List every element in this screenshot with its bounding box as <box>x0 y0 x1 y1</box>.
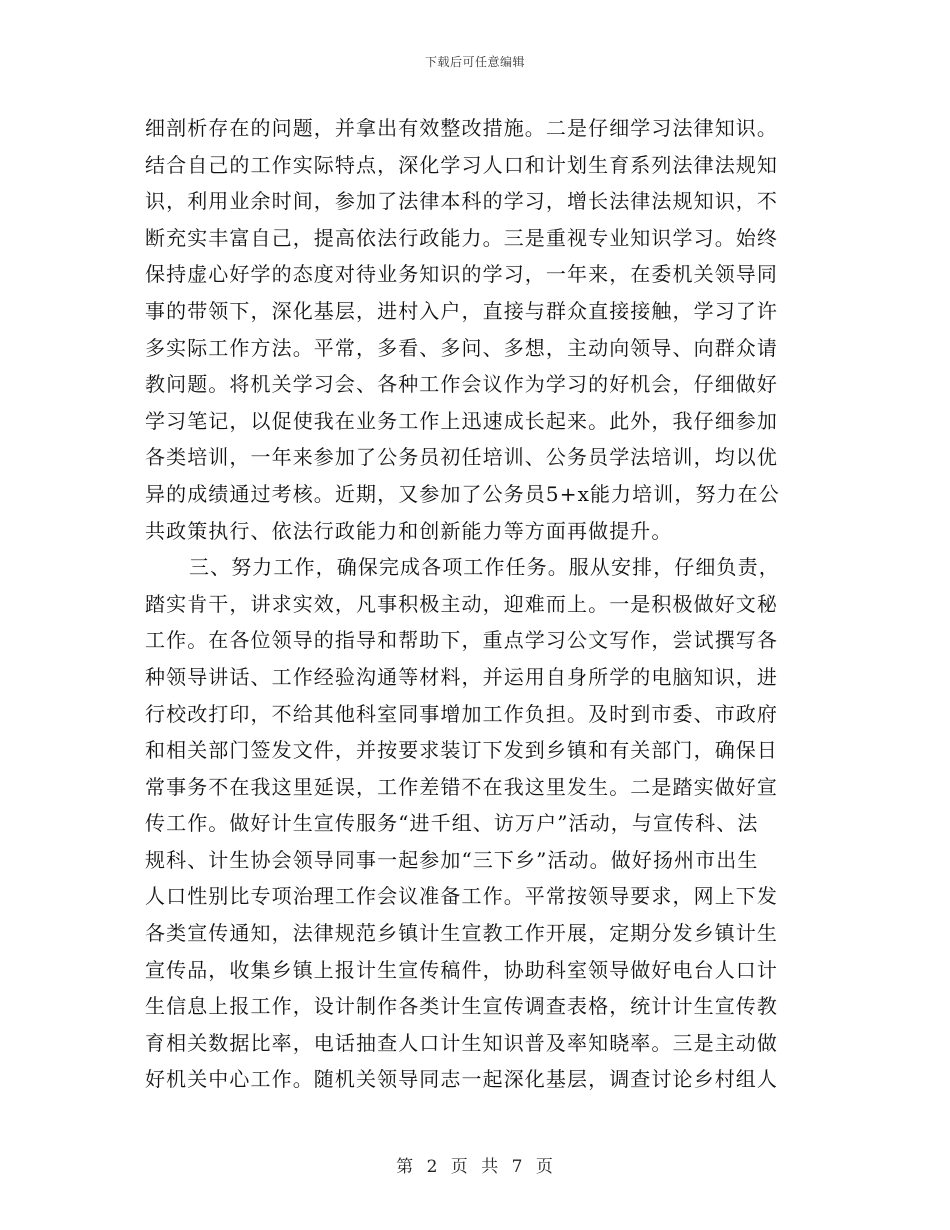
text-line: 行校改打印，不给其他科室同事增加工作负担。及时到市委、市政府 <box>145 701 778 726</box>
text-line: 保持虚心好学的态度对待业务知识的学习，一年来，在委机关领导同 <box>145 262 778 287</box>
text-line: 育相关数据比率，电话抽查人口计生知识普及率知晓率。三是主动做 <box>145 1030 778 1055</box>
text-line: 学习笔记，以促使我在业务工作上迅速成长起来。此外，我仔细参加 <box>145 408 778 433</box>
text-line: 各类宣传通知，法律规范乡镇计生宣教工作开展，定期分发乡镇计生 <box>145 921 778 946</box>
text-line: 踏实肯干，讲求实效，凡事积极主动，迎难而上。一是积极做好文秘 <box>145 591 778 616</box>
text-line: 结合自己的工作实际特点，深化学习人口和计划生育系列法律法规知 <box>145 152 778 177</box>
text-line: 工作。在各位领导的指导和帮助下，重点学习公文写作，尝试撰写各 <box>145 628 778 653</box>
text-line: 共政策执行、依法行政能力和创新能力等方面再做提升。 <box>145 518 673 543</box>
text-line: 种领导讲话、工作经验沟通等材料，并运用自身所学的电脑知识，进 <box>145 664 778 689</box>
document-body <box>145 110 805 1098</box>
text-line: 异的成绩通过考核。近期，又参加了公务员5+x能力培训，努力在公 <box>145 481 780 506</box>
text-line: 常事务不在我这里延误，工作差错不在我这里发生。二是踏实做好宣 <box>145 774 778 799</box>
page-header: 下载后可任意编辑 <box>424 55 525 69</box>
text-line: 多实际工作方法。平常，多看、多问、多想，主动向领导、向群众请 <box>145 335 778 360</box>
text-line: 各类培训，一年来参加了公务员初任培训、公务员学法培训，均以优 <box>145 445 778 470</box>
text-line: 事的带领下，深化基层，进村入户，直接与群众直接接触，学习了许 <box>145 298 778 323</box>
text-line: 规科、计生协会领导同事一起参加“三下乡”活动。做好扬州市出生 <box>145 847 759 872</box>
text-line: 好机关中心工作。随机关领导同志一起深化基层，调查讨论乡村组人 <box>145 1067 778 1092</box>
page-number-footer: 第 2 页 共 7 页 <box>396 1157 554 1177</box>
text-line: 生信息上报工作，设计制作各类计生宣传调查表格，统计计生宣传教 <box>145 994 778 1019</box>
text-line: 细剖析存在的问题，并拿出有效整改措施。二是仔细学习法律知识。 <box>145 116 778 140</box>
text-line: 宣传品，收集乡镇上报计生宣传稿件，协助科室领导做好电台人口计 <box>145 957 778 982</box>
paragraph-start-line: 三、努力工作，确保完成各项工作任务。服从安排，仔细负责， <box>189 555 780 580</box>
text-line: 人口性别比专项治理工作会议准备工作。平常按领导要求，网上下发 <box>145 884 778 909</box>
text-line: 和相关部门签发文件，并按要求装订下发到乡镇和有关部门，确保日 <box>145 738 778 763</box>
text-line: 教问题。将机关学习会、各种工作会议作为学习的好机会，仔细做好 <box>145 372 778 397</box>
text-line: 断充实丰富自己，提高依法行政能力。三是重视专业知识学习。始终 <box>145 225 778 250</box>
text-line: 识，利用业余时间，参加了法律本科的学习，增长法律法规知识，不 <box>145 189 778 214</box>
text-line: 传工作。做好计生宣传服务“进千组、访万户”活动，与宣传科、法 <box>145 811 759 836</box>
